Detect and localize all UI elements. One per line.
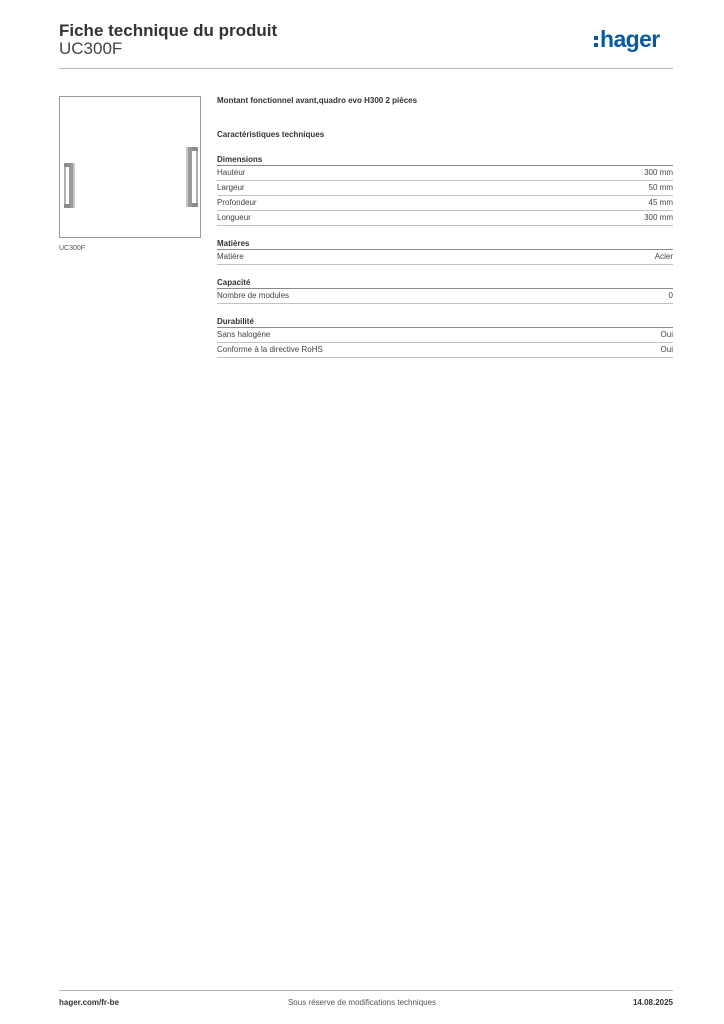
logo-colon-icon [594,33,599,49]
spec-value: 45 mm [648,198,673,207]
spec-value: Oui [660,330,673,339]
spec-row [217,166,673,181]
spec-value: Acier [654,252,673,261]
spec-row [217,328,673,343]
product-image [59,96,201,238]
spec-row [217,343,673,358]
logo-text: hager [600,26,660,52]
spec-value: 0 [668,291,673,300]
section-heading: Caractéristiques techniques [217,130,325,139]
spec-value: 300 mm [644,213,673,222]
spec-label: Conforme à la directive RoHS [217,345,323,354]
product-description: Montant fonctionnel avant,quadro evo H300 2 pièces [217,96,418,105]
image-caption: UC300F [59,245,86,252]
footer-divider [59,990,673,991]
spec-row [217,289,673,304]
spec-label: Profondeur [217,198,257,207]
spec-label: Matière [217,252,244,261]
spec-row [217,196,673,211]
spec-row [217,211,673,226]
spec-group-title: Dimensions [217,154,673,166]
spec-group-dimensions [217,154,673,226]
spec-group-durability [217,316,673,358]
spec-group-title: Durabilité [217,316,673,328]
footer-date: 14.08.2025 [632,998,673,1007]
spec-value: 300 mm [644,168,673,177]
spec-label: Nombre de modules [217,291,290,300]
spec-value: 50 mm [648,183,673,192]
spec-group-materials [217,238,673,265]
spec-label: Largeur [217,183,245,192]
spec-label: Longueur [217,213,251,222]
spec-row [217,250,673,265]
spec-group-capacity [217,277,673,304]
product-details [217,96,673,358]
spec-label: Hauteur [217,168,246,177]
mounting-rail-icon [60,97,202,239]
spec-value: Oui [660,345,673,354]
spec-label: Sans halogène [217,330,271,339]
spec-row [217,181,673,196]
header-divider [59,68,673,69]
spec-group-title: Matières [217,238,673,250]
footer-website-link[interactable]: hager.com/fr-be [59,998,120,1007]
spec-group-title: Capacité [217,277,673,289]
page-title: Fiche technique du produit [59,21,278,40]
footer-notice: Sous réserve de modifications techniques [287,998,437,1007]
product-code: UC300F [59,39,123,58]
